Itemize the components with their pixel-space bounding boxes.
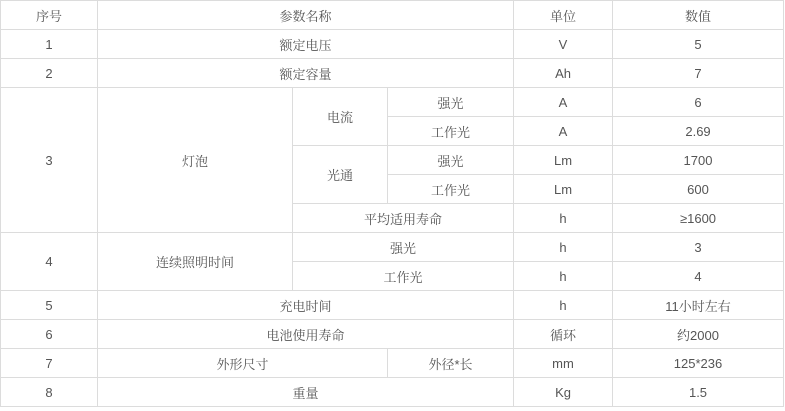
cell-bulb-no: 3	[1, 88, 98, 233]
cell-lighting-work-unit: h	[514, 262, 613, 291]
cell-battery-name: 电池使用寿命	[98, 320, 514, 349]
cell-bulb-flux-work-label: 工作光	[388, 175, 514, 204]
cell-lighting-strong-value: 3	[613, 233, 784, 262]
cell-bulb-flux-label: 光通	[293, 146, 388, 204]
cell-bulb-current-strong-label: 强光	[388, 88, 514, 117]
cell-capacity-no: 2	[1, 59, 98, 88]
cell-bulb-current-strong-unit: A	[514, 88, 613, 117]
cell-battery-unit: 循环	[514, 320, 613, 349]
cell-bulb-flux-strong-value: 1700	[613, 146, 784, 175]
cell-voltage-unit: V	[514, 30, 613, 59]
cell-lighting-name: 连续照明时间	[98, 233, 293, 291]
cell-dimensions-name: 外形尺寸	[98, 349, 388, 378]
cell-bulb-current-label: 电流	[293, 88, 388, 146]
header-row	[1, 1, 784, 30]
cell-bulb-flux-work-unit: Lm	[514, 175, 613, 204]
cell-charge-no: 5	[1, 291, 98, 320]
cell-lighting-work-label: 工作光	[293, 262, 514, 291]
cell-capacity-value: 7	[613, 59, 784, 88]
cell-bulb-life-unit: h	[514, 204, 613, 233]
cell-lighting-no: 4	[1, 233, 98, 291]
cell-charge-name: 充电时间	[98, 291, 514, 320]
cell-weight-unit: Kg	[514, 378, 613, 407]
header-no: 序号	[1, 1, 98, 30]
row-voltage	[1, 30, 784, 59]
cell-capacity-unit: Ah	[514, 59, 613, 88]
cell-capacity-name: 额定容量	[98, 59, 514, 88]
cell-dimensions-unit: mm	[514, 349, 613, 378]
cell-bulb-current-work-value: 2.69	[613, 117, 784, 146]
header-unit: 单位	[514, 1, 613, 30]
row-lighting-strong	[1, 233, 784, 262]
cell-bulb-flux-strong-label: 强光	[388, 146, 514, 175]
cell-lighting-work-value: 4	[613, 262, 784, 291]
row-weight	[1, 378, 784, 407]
row-charge-time	[1, 291, 784, 320]
cell-dimensions-sub: 外径*长	[388, 349, 514, 378]
row-capacity	[1, 59, 784, 88]
cell-weight-value: 1.5	[613, 378, 784, 407]
cell-bulb-current-work-unit: A	[514, 117, 613, 146]
cell-bulb-current-work-label: 工作光	[388, 117, 514, 146]
cell-bulb-flux-work-value: 600	[613, 175, 784, 204]
cell-bulb-current-strong-value: 6	[613, 88, 784, 117]
cell-bulb-name: 灯泡	[98, 88, 293, 233]
cell-bulb-flux-strong-unit: Lm	[514, 146, 613, 175]
cell-bulb-life-label: 平均适用寿命	[293, 204, 514, 233]
cell-charge-value: 11小时左右	[613, 291, 784, 320]
row-battery-life	[1, 320, 784, 349]
cell-lighting-strong-unit: h	[514, 233, 613, 262]
cell-lighting-strong-label: 强光	[293, 233, 514, 262]
cell-voltage-no: 1	[1, 30, 98, 59]
cell-battery-value: 约2000	[613, 320, 784, 349]
row-bulb-current-strong	[1, 88, 784, 117]
cell-weight-name: 重量	[98, 378, 514, 407]
cell-voltage-name: 额定电压	[98, 30, 514, 59]
cell-weight-no: 8	[1, 378, 98, 407]
cell-battery-no: 6	[1, 320, 98, 349]
header-name: 参数名称	[98, 1, 514, 30]
cell-voltage-value: 5	[613, 30, 784, 59]
header-value: 数值	[613, 1, 784, 30]
row-dimensions	[1, 349, 784, 378]
cell-charge-unit: h	[514, 291, 613, 320]
cell-dimensions-value: 125*236	[613, 349, 784, 378]
cell-bulb-life-value: ≥1600	[613, 204, 784, 233]
cell-dimensions-no: 7	[1, 349, 98, 378]
